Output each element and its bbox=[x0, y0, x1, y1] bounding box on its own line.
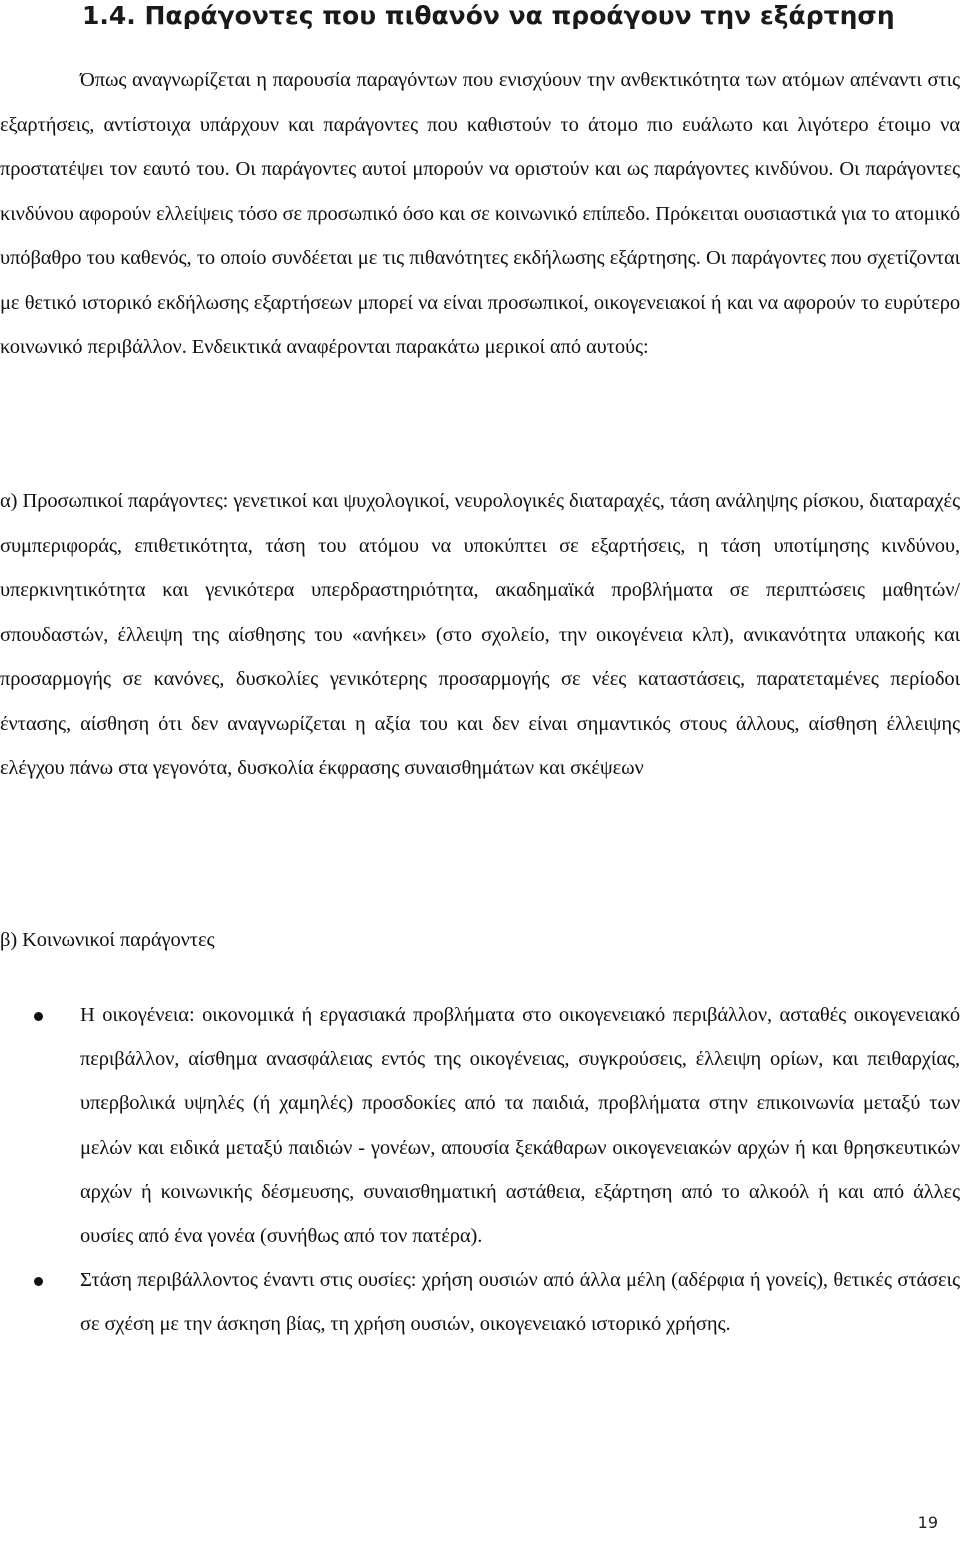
bullet-icon bbox=[34, 1012, 43, 1021]
list-item-text: Στάση περιβάλλοντος έναντι στις ουσίες: χρήση ουσιών από άλλα μέλη (αδέρφια ή γονείς), θετικές στάσεις σε σχέση με την άσκηση βίας, τη χρήση ουσιών, οικογενειακό ιστορικό χρήσης. bbox=[80, 1269, 960, 1336]
list-item bbox=[0, 1258, 960, 1346]
page-number: 19 bbox=[917, 1513, 938, 1532]
personal-factors-paragraph: α) Προσωπικοί παράγοντες: γενετικοί και ψυχολογικοί, νευρολογικές διαταραχές, τάση ανάληψης ρίσκου, διαταραχές συμπεριφοράς, επιθετικότητα, τάση του ατόμου να υποκύπτει σε εξαρτήσεις, η τάση υποτίμησης κινδύνου, υπερκινητικότητα και γενικότερα υπερδραστηριότητα, ακαδημαϊκά προβλήματα σε περιπτώσεις μαθητών/σπουδαστών, έλλειψη της αίσθησης του «ανήκει» (στο σχολείο, την οικογένεια κλπ), ανικανότητα υπακοής και προσαρμογής σε κανόνες, δυσκολίες γενικότερης προσαρμογής σε νέες καταστάσεις, παρατεταμένες περίοδοι έντασης, αίσθηση ότι δεν αναγνωρίζεται η αξία του και δεν είναι σημαντικός στους άλλους, αίσθηση έλλειψης ελέγχου πάνω στα γεγονότα, δυσκολία έκφρασης συναισθημάτων και σκέψεων bbox=[0, 490, 960, 779]
bullet-icon bbox=[34, 1277, 43, 1286]
list-item-text: Η οικογένεια: οικονομικά ή εργασιακά προβλήματα στο οικογενειακό περιβάλλον, ασταθές οικογενειακό περιβάλλον, αίσθημα ανασφάλειας εντός της οικογένειας, συγκρούσεις, έλλειψη ορίων, και πειθαρχίας, υπερβολικά υψηλές (ή χαμηλές) προσδοκίες από τα παιδιά, προβλήματα στην επικοινωνία μεταξύ των μελών και ειδικά μεταξύ παιδιών - γονέων, απουσία ξεκάθαρων οικογενειακών αρχών ή και θρησκευτικών αρχών ή κοινωνικής δέσμευσης, συναισθηματική αστάθεια, εξάρτηση από το αλκοόλ ή και από άλλες ουσίες από ένα γονέα (συνήθως από τον πατέρα). bbox=[80, 1004, 960, 1248]
section-heading: 1.4. Παράγοντες που πιθανόν να προάγουν την εξάρτηση bbox=[82, 1, 895, 30]
social-factors-list bbox=[0, 993, 960, 1347]
list-item bbox=[0, 993, 960, 1258]
intro-paragraph: Όπως αναγνωρίζεται η παρουσία παραγόντων που ενισχύουν την ανθεκτικότητα των ατόμων απέναντι στις εξαρτήσεις, αντίστοιχα υπάρχουν και παράγοντες που καθιστούν το άτομο πιο ευάλωτο και λιγότερο έτοιμο να προστατέψει τον εαυτό του. Οι παράγοντες αυτοί μπορούν να οριστούν και ως παράγοντες κινδύνου. Οι παράγοντες κινδύνου αφορούν ελλείψεις τόσο σε προσωπικό όσο και σε κοινωνικό επίπεδο. Πρόκειται ουσιαστικά για το ατομικό υπόβαθρο του καθενός, το οποίο συνδέεται με τις πιθανότητες εκδήλωσης εξάρτησης. Οι παράγοντες που σχετίζονται με θετικό ιστορικό εκδήλωσης εξαρτήσεων μπορεί να είναι προσωπικοί, οικογενειακοί ή και να αφορούν το ευρύτερο κοινωνικό περιβάλλον. Ενδεικτικά αναφέρονται παρακάτω μερικοί από αυτούς: bbox=[0, 69, 960, 358]
social-factors-heading: β) Κοινωνικοί παράγοντες bbox=[0, 929, 215, 951]
